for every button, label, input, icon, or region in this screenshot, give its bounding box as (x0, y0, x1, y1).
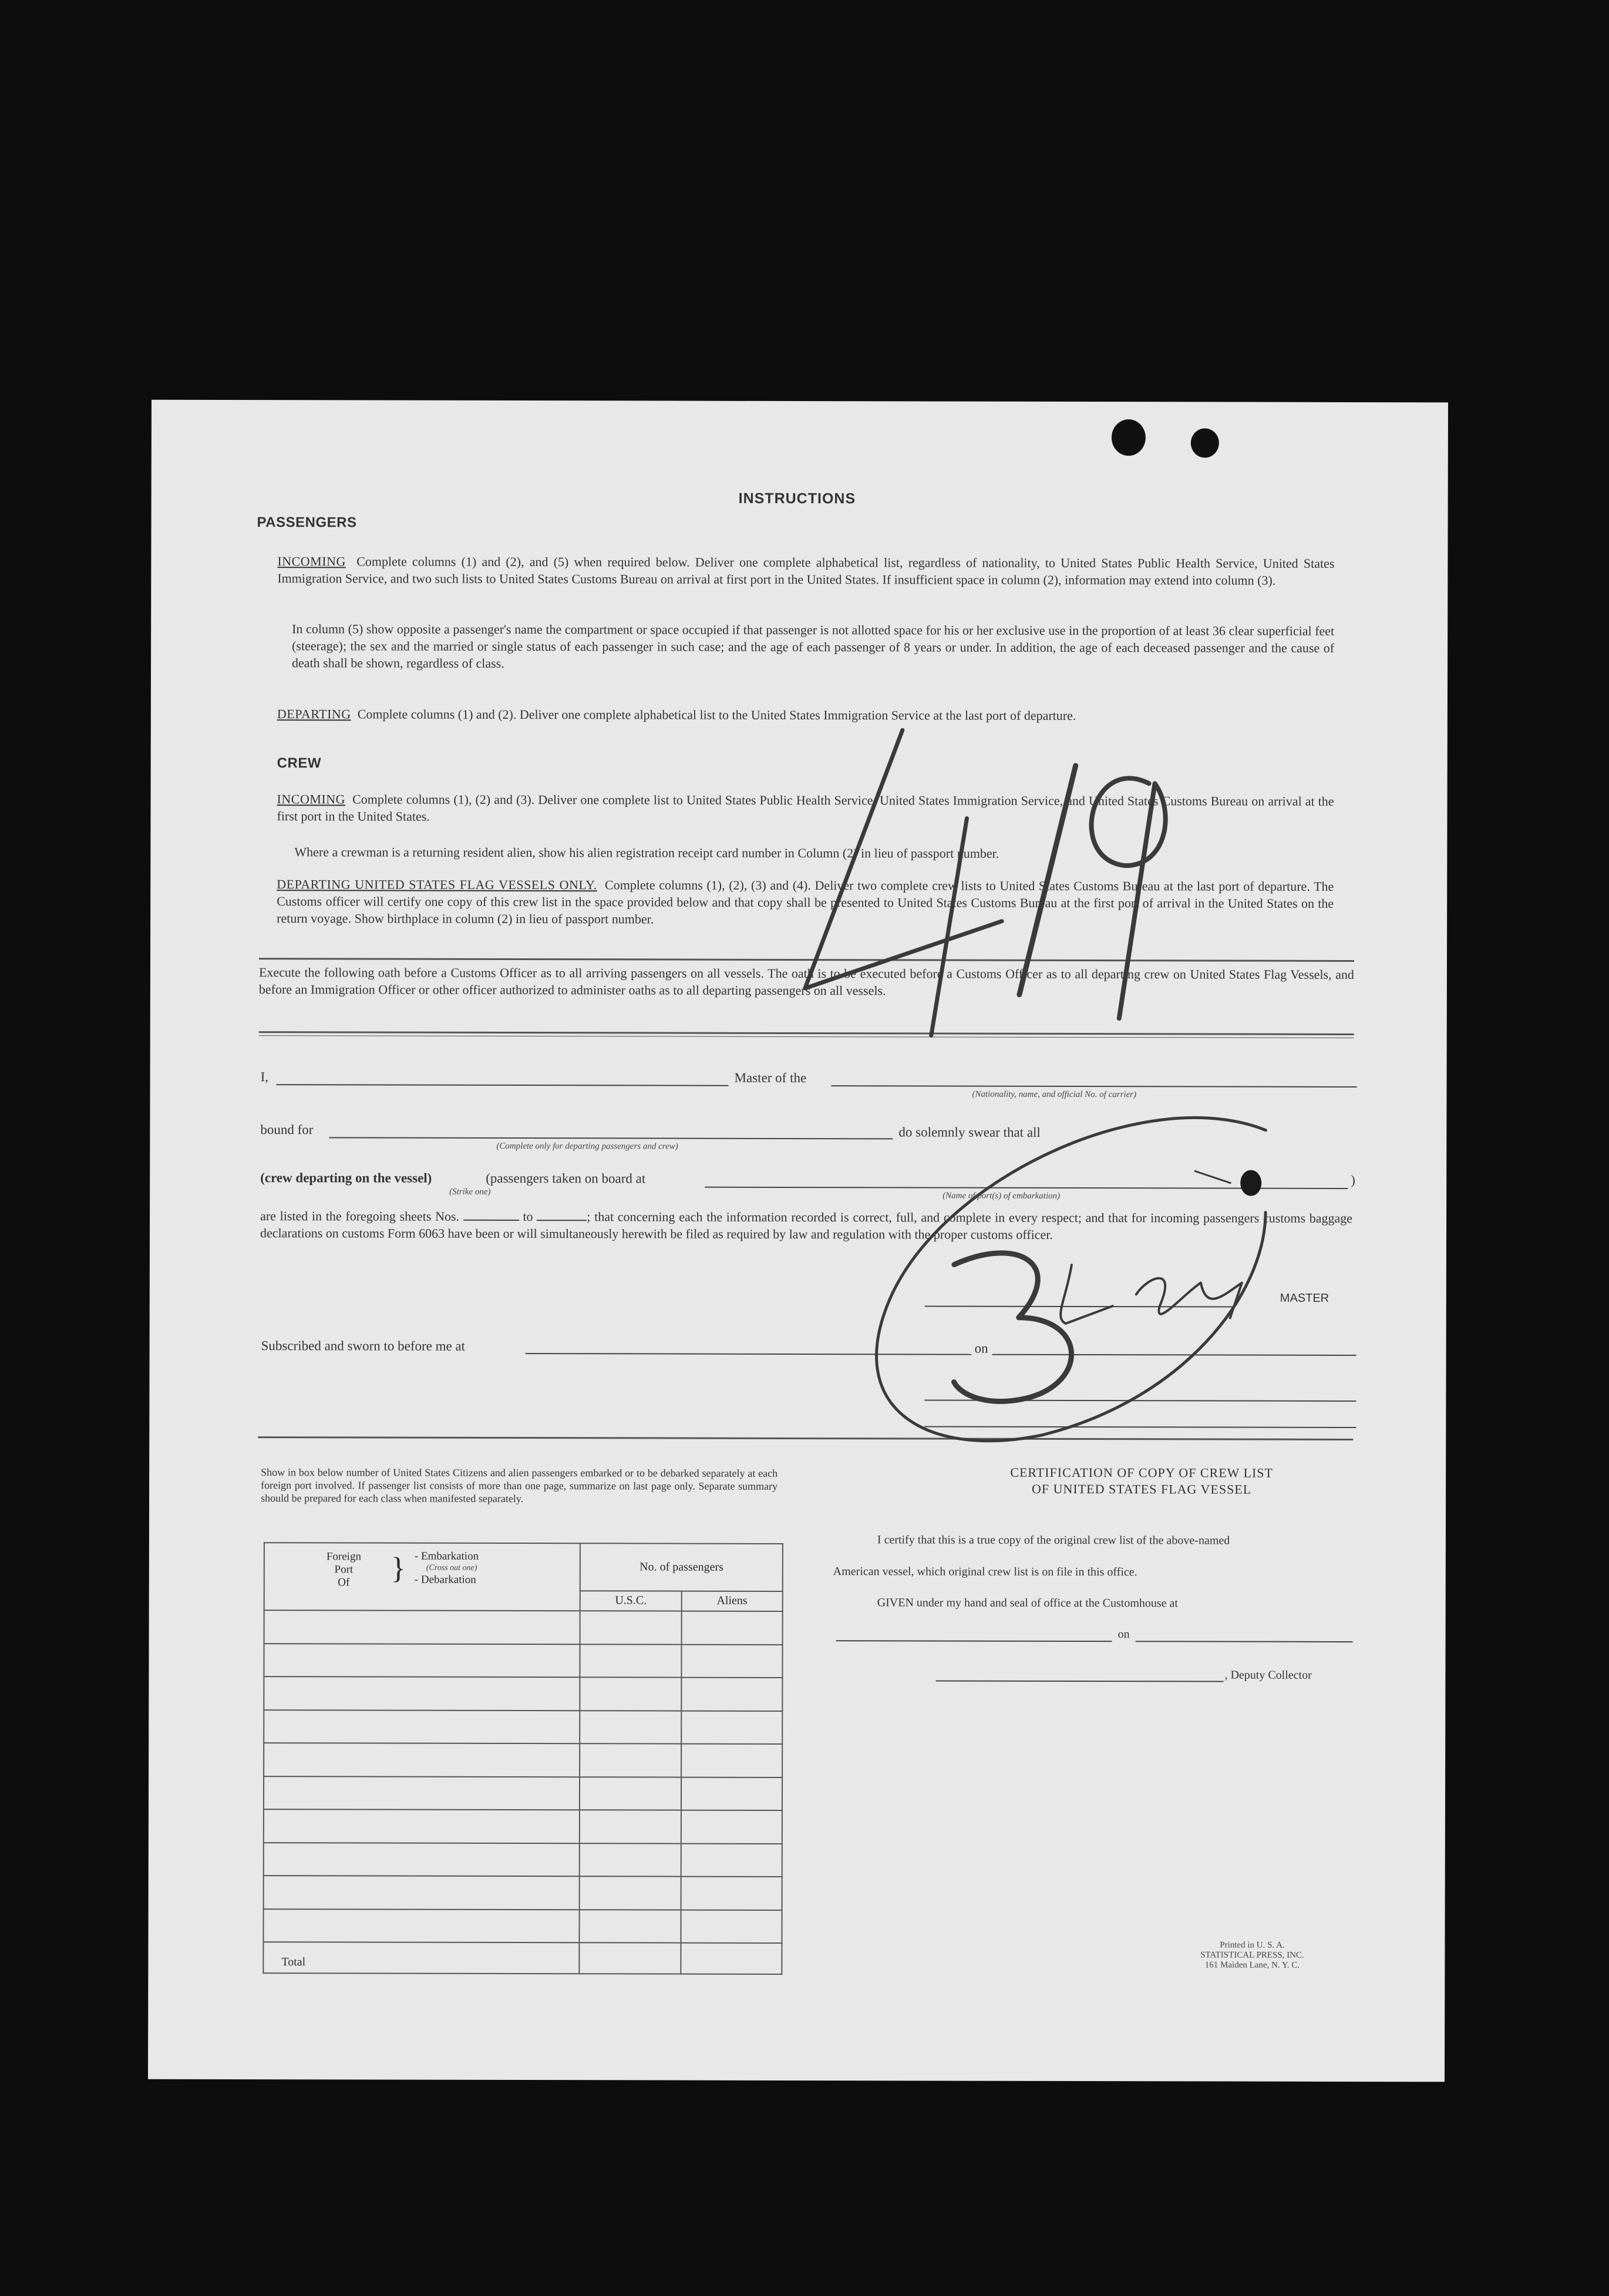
port-cell[interactable] (264, 1876, 580, 1910)
crew-incoming-para (277, 790, 1334, 827)
master-signature-field[interactable] (925, 1305, 1233, 1307)
ink-blot (1240, 1170, 1261, 1196)
table-row (263, 1909, 782, 1943)
sworn-on-label: on (974, 1341, 988, 1356)
printer-line-2: STATISTICAL PRESS, INC. (1200, 1950, 1304, 1960)
total-usc-cell[interactable] (580, 1943, 681, 1974)
sheet-from-field[interactable] (463, 1220, 519, 1221)
port-cell[interactable] (264, 1710, 580, 1744)
total-aliens-cell[interactable] (681, 1943, 782, 1974)
usc-cell[interactable] (580, 1644, 681, 1678)
oath-i-label: I, (260, 1069, 269, 1085)
to-label: to (523, 1209, 533, 1224)
aliens-cell[interactable] (681, 1678, 782, 1711)
embarkation-option[interactable]: - Embarkation (414, 1550, 479, 1563)
usc-cell[interactable] (580, 1843, 681, 1877)
master-of-the-label: Master of the (734, 1070, 807, 1086)
printer-imprint (1146, 1940, 1358, 1971)
flag-vessels-label: DEPARTING UNITED STATES FLAG VESSELS ONLY. (277, 877, 597, 893)
subscribed-label: Subscribed and sworn to before me at (261, 1338, 466, 1354)
officer-title-field[interactable] (924, 1426, 1356, 1428)
departing-text: Complete columns (1) and (2). Deliver one complete alphabetical list to the United States Immigration Service at the last port of departure. (357, 706, 1076, 723)
cert-line-3: GIVEN under my hand and seal of office at the Customhouse at (877, 1596, 1179, 1610)
incoming-label: INCOMING (277, 554, 346, 569)
aliens-cell[interactable] (681, 1777, 782, 1810)
port-cell[interactable] (264, 1644, 580, 1678)
usc-cell[interactable] (580, 1777, 681, 1810)
printer-line-1: Printed in U. S. A. (1220, 1940, 1285, 1950)
oath-intro: Execute the following oath before a Customs Officer as to all arriving passengers on all vessels. The oath is to be executed before a Customs Officer as to all departing crew on United States Flag Vessels, and before an Immigration Officer or other officer authorized to administer oaths as to all departing passengers on all vessels. (258, 965, 1354, 998)
ports-hint: (Name of port(s) of embarkation) (942, 1191, 1061, 1201)
flag-vessels-text: Complete columns (1), (2), (3) and (4). Deliver two complete crew lists to United States Customs Bureau at the last port of departure. The Customs officer will certify one copy of this crew list in the space provided below and that copy shall be presented to United States Customs Bureau at the first port of arrival in the United States on the return voyage. Show birthplace in column (2) in lieu of passport number. (277, 877, 1334, 927)
usc-cell[interactable] (580, 1910, 681, 1943)
aliens-cell[interactable] (681, 1843, 782, 1877)
strike-one-hint: (Strike one) (449, 1187, 491, 1197)
sworn-place-field[interactable] (526, 1353, 972, 1355)
embark-debark-options (415, 1551, 479, 1586)
divider-bottom (258, 1436, 1353, 1440)
officer-signature-field[interactable] (924, 1399, 1356, 1402)
passengers-departing-para (277, 705, 1334, 725)
listed-paragraph (260, 1207, 1352, 1244)
master-label: MASTER (1280, 1291, 1329, 1305)
divider-oath (259, 1031, 1354, 1035)
passengers-incoming-para (277, 553, 1334, 589)
cert-line-2: American vessel, which original crew list is on file in this office. (833, 1565, 1137, 1579)
bound-for-hint: (Complete only for departing passengers and crew) (496, 1141, 678, 1152)
bound-for-label: bound for (260, 1122, 314, 1137)
crew-incoming-text: Complete columns (1), (2) and (3). Deliver one complete list to United States Public Health Service, United States Immigration Service, and United States Customs Bureau on arrival at the first port in the United States. (277, 792, 1334, 824)
usc-cell[interactable] (580, 1611, 681, 1644)
port-header-cell (264, 1543, 581, 1611)
aliens-cell[interactable] (681, 1711, 782, 1744)
usc-header: U.S.C. (580, 1591, 681, 1611)
departing-label: DEPARTING (277, 706, 351, 722)
master-signature (1061, 1265, 1242, 1324)
table-row (264, 1644, 782, 1678)
listed-text-2: ; that concerning each the information recorded is correct, full, and complete in every respect; and that for incoming passengers customs baggage declarations on customs Form 6063 have been or will simultaneously herewith be filed as required by law and regulation with the proper customs officer. (260, 1209, 1353, 1242)
customhouse-field[interactable] (836, 1640, 1112, 1642)
usc-cell[interactable] (580, 1743, 681, 1777)
table-row (264, 1843, 782, 1877)
crew-heading: CREW (277, 755, 322, 772)
column5-para: In column (5) show opposite a passenger's name the compartment or space occupied if that passenger is not allotted space for his or her exclusive use in the proportion of at least 36 clear superficial feet (steerage); the sex and the married or single status of each passenger in such case; and the age of each passenger of 8 years or under. In addition, the age of each deceased passenger and the cause of death shall be shown, regardless of class. (292, 621, 1335, 671)
close-paren: ) (1351, 1172, 1355, 1187)
cert-on-label: on (1117, 1628, 1130, 1641)
handwritten-3 (954, 1253, 1072, 1402)
crew-incoming-label: INCOMING (277, 792, 346, 807)
table-row (264, 1776, 782, 1810)
aliens-cell[interactable] (681, 1644, 782, 1678)
port-cell[interactable] (264, 1676, 580, 1711)
sheet-to-field[interactable] (537, 1220, 587, 1221)
divider-top (259, 958, 1354, 962)
aliens-cell[interactable] (681, 1877, 782, 1910)
usc-cell[interactable] (580, 1877, 681, 1910)
listed-text-1: are listed in the foregoing sheets Nos. (260, 1208, 460, 1224)
of-word: Of (338, 1576, 350, 1589)
aliens-cell[interactable] (681, 1611, 782, 1645)
port-cell[interactable] (264, 1843, 580, 1877)
usc-cell[interactable] (580, 1810, 681, 1843)
foreign-port-of-label (326, 1550, 361, 1589)
cert-line-1: I certify that this is a true copy of the original crew list of the above-named (877, 1533, 1230, 1547)
certification-heading (930, 1464, 1353, 1498)
swear-text: do solemnly swear that all (898, 1125, 1041, 1140)
bound-for-field[interactable] (329, 1137, 893, 1139)
cert-date-field[interactable] (1136, 1641, 1353, 1642)
printer-line-3: 161 Maiden Lane, N. Y. C. (1204, 1960, 1300, 1970)
port-cell[interactable] (264, 1610, 581, 1644)
no-of-passengers-header: No. of passengers (580, 1543, 783, 1591)
punch-hole-right (1191, 428, 1219, 457)
total-row (263, 1942, 782, 1974)
punch-hole-left (1112, 419, 1146, 456)
master-name-field[interactable] (277, 1084, 729, 1086)
crewman-para: Where a crewman is a returning resident alien, show his alien registration receipt card number in Column (2) in lieu of passport number. (294, 844, 999, 861)
table-row (264, 1743, 782, 1777)
handwritten-circle (876, 1117, 1265, 1441)
table-row (264, 1610, 783, 1644)
aliens-cell[interactable] (681, 1910, 782, 1943)
crew-departing-option[interactable]: (crew departing on the vessel) (260, 1170, 432, 1186)
port-cell[interactable] (264, 1776, 580, 1810)
port-cell[interactable] (264, 1743, 580, 1777)
divider-oath-thin (259, 1035, 1354, 1038)
carrier-field[interactable] (832, 1085, 1357, 1088)
table-row (264, 1710, 782, 1744)
summary-instructions: Show in box below number of United States Citizens and alien passengers embarked or to be debarked separately at each foreign port involved. If passenger list consists of more than one page, summarize on last page only. Separate summary should be prepared for each class when manifested separately. (261, 1466, 778, 1505)
table-row (264, 1876, 782, 1910)
brace-glyph: } (391, 1551, 406, 1585)
certification-heading-1: CERTIFICATION OF COPY OF CREW LIST (1010, 1465, 1274, 1480)
aliens-cell[interactable] (681, 1744, 782, 1777)
passenger-summary-table (262, 1542, 783, 1975)
pencil-stroke (1195, 1171, 1230, 1183)
debarkation-option[interactable]: - Debarkation (414, 1573, 476, 1586)
passengers-heading: PASSENGERS (257, 514, 357, 531)
table-row (264, 1676, 782, 1711)
table-row (264, 1809, 782, 1843)
aliens-header: Aliens (681, 1591, 782, 1611)
certification-heading-2: OF UNITED STATES FLAG VESSEL (1031, 1481, 1252, 1497)
usc-cell[interactable] (580, 1711, 681, 1744)
usc-cell[interactable] (580, 1677, 681, 1711)
port-word: Port (334, 1563, 354, 1576)
cross-out-hint: (Cross out one) (426, 1563, 477, 1573)
flag-vessels-para (277, 876, 1334, 929)
deputy-collector-field[interactable] (935, 1680, 1223, 1682)
embarkation-ports-field[interactable] (705, 1187, 1348, 1189)
foreign-word: Foreign (326, 1550, 362, 1563)
aliens-cell[interactable] (681, 1810, 782, 1844)
port-cell[interactable] (263, 1909, 580, 1943)
total-label: Total (263, 1942, 580, 1974)
sworn-date-field[interactable] (992, 1354, 1356, 1356)
manifest-back-page (148, 400, 1448, 2082)
nationality-hint: (Nationality, name, and official No. of carrier) (972, 1089, 1137, 1100)
instructions-title: INSTRUCTIONS (738, 490, 856, 507)
port-cell[interactable] (264, 1809, 580, 1843)
passengers-taken-option[interactable]: (passengers taken on board at (486, 1170, 646, 1186)
incoming-text: Complete columns (1) and (2), and (5) when required below. Deliver one complete alphabetical list, regardless of nationality, to United States Public Health Service, United States Immigration Service, and two such lists to United States Customs Bureau on arrival at first port in the United States. If insufficient space in column (2), information may extend into column (3). (277, 554, 1335, 588)
deputy-collector-label: , Deputy Collector (1224, 1668, 1312, 1682)
